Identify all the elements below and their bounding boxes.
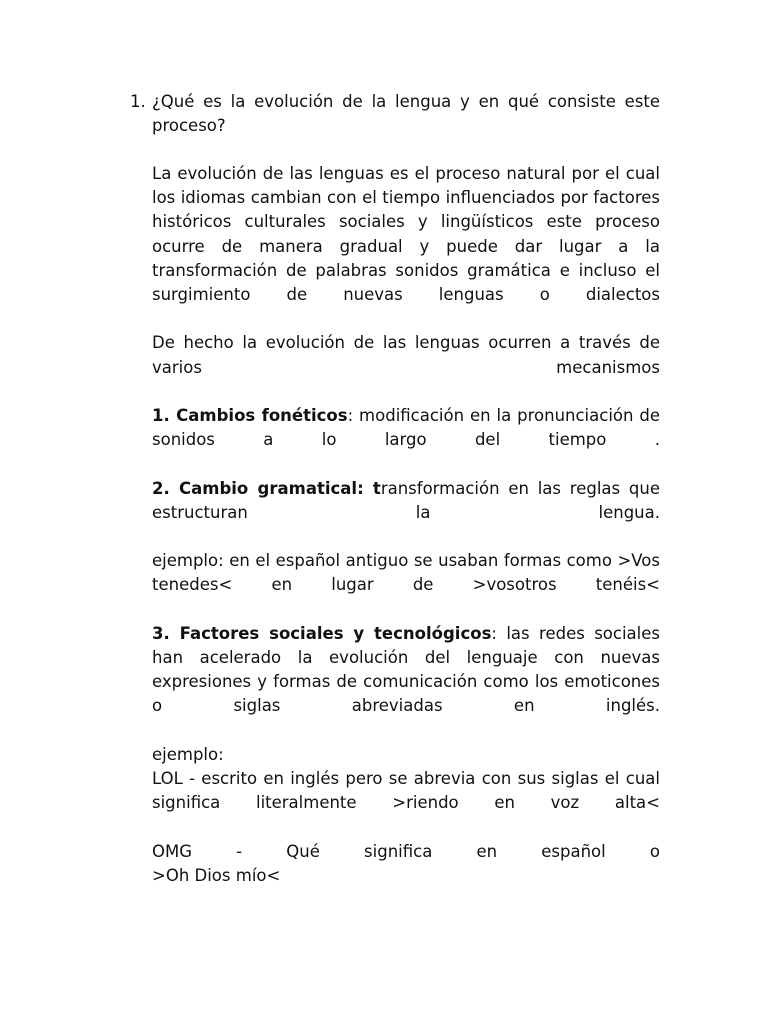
item2-title: 2. Cambio gramatical: t: [152, 478, 381, 498]
item3-text: : las redes sociales han acelerado la evolución del lenguaje con nuevas expresiones y formas de comunicación como los emoticones o siglas abreviadas en inglés.: [152, 623, 660, 716]
item1-paragraph: [152, 404, 660, 452]
intro-paragraph: La evolución de las lenguas es el proceso natural por el cual los idiomas cambian con el tiempo influenciados por factores históricos culturales sociales y lingüísticos este proceso ocurre de manera gradual y puede dar lugar a la transformación de palabras sonidos gramática e incluso el surgimiento de nuevas lenguas o dialectos: [152, 164, 660, 305]
item3-paragraph: [152, 622, 660, 719]
item1-title: 1. Cambios fonéticos: [152, 406, 348, 425]
question-text: ¿Qué es la evolución de la lengua y en qué consiste este proceso?: [152, 92, 660, 135]
example1-paragraph: ejemplo: en el español antiguo se usaban formas como >Vos tenedes< en lugar de >vosotros tenéis<: [152, 551, 660, 595]
item1-text: : modificación en la pronunciación de sonidos a lo largo del tiempo .: [152, 406, 660, 450]
example3-line1: OMG - Qué significa en español o: [152, 841, 660, 861]
example2-paragraph: [152, 743, 660, 816]
mechanisms-intro-paragraph: De hecho la evolución de las lenguas ocurren a través de varios mecanismos: [152, 333, 660, 377]
item2-text: ransformación en las reglas que estructuran la lengua.: [152, 478, 660, 522]
example2-text: LOL - escrito en inglés pero se abrevia con sus siglas el cual significa literalmente >riendo en voz alta<: [152, 768, 660, 813]
question-item: [130, 90, 660, 138]
item3-title: 3. Factores sociales y tecnológicos: [152, 623, 492, 643]
example2-label: ejemplo:: [152, 744, 224, 764]
example3-paragraph: [152, 840, 660, 888]
question-number: 1.: [130, 92, 146, 111]
item2-paragraph: [152, 477, 660, 525]
example3-line2: >Oh Dios mío<: [152, 865, 281, 885]
answer-body: [152, 162, 660, 912]
